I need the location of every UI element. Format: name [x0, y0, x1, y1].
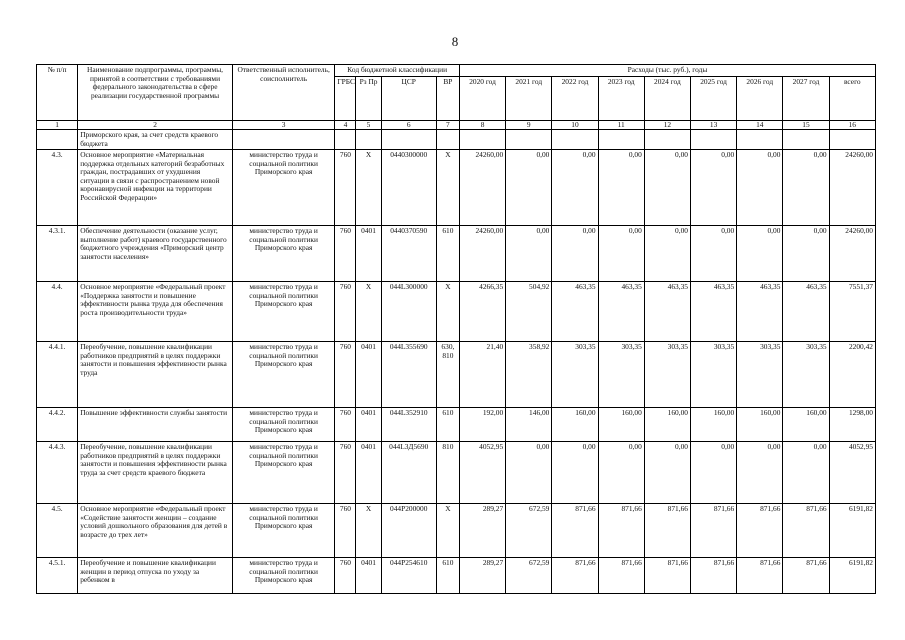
row-number: 4.3. [37, 150, 78, 226]
column-number: 4 [335, 120, 356, 130]
header-csr: ЦСР [381, 76, 436, 120]
row-year-value: 0,00 [506, 442, 552, 504]
row-number: 4.5.1. [37, 558, 78, 594]
row-year-value: 0,00 [644, 226, 690, 282]
row-year-value: 0,00 [598, 226, 644, 282]
header-year: 2024 год [644, 76, 690, 120]
continuation-row [37, 130, 876, 150]
row-year-value: 160,00 [598, 408, 644, 442]
row-year-value: 871,66 [737, 558, 783, 594]
row-number: 4.4.3. [37, 442, 78, 504]
row-year-value: 0,00 [552, 226, 598, 282]
row-year-value: 303,35 [552, 342, 598, 408]
row-total: 6191,82 [829, 558, 875, 594]
row-year-value: 0,00 [644, 150, 690, 226]
table-row [37, 558, 876, 594]
row-year-value: 303,35 [690, 342, 736, 408]
row-executor: министерство труда и социальной политики Приморского края [232, 282, 334, 342]
row-year-value: 0,00 [690, 226, 736, 282]
row-year-value: 672,59 [506, 504, 552, 558]
budget-table [36, 64, 876, 594]
row-year-value: 871,66 [644, 504, 690, 558]
row-executor: министерство труда и социальной политики Приморского края [232, 226, 334, 282]
row-total: 1298,00 [829, 408, 875, 442]
row-year-value: 192,00 [459, 408, 505, 442]
row-year-value: 358,92 [506, 342, 552, 408]
row-year-value: 0,00 [737, 150, 783, 226]
row-year-value: 146,00 [506, 408, 552, 442]
header-year: 2025 год [690, 76, 736, 120]
row-year-value: 0,00 [598, 150, 644, 226]
row-rzpr: X [356, 150, 381, 226]
row-year-value: 289,27 [459, 558, 505, 594]
row-number: 4.4. [37, 282, 78, 342]
row-rzpr: X [356, 504, 381, 558]
row-name: Переобучение, повышение квалификации работников предприятий в целях поддержки занятости и повышения эффективности рынка труда за счет средств краевого бюджета [78, 442, 233, 504]
row-csr: 0440300000 [381, 150, 436, 226]
row-year-value: 160,00 [644, 408, 690, 442]
row-rzpr: 0401 [356, 408, 381, 442]
row-grbs: 760 [335, 504, 356, 558]
row-year-value: 463,35 [598, 282, 644, 342]
row-year-value: 463,35 [644, 282, 690, 342]
page-number: 8 [451, 34, 459, 49]
row-year-value: 871,66 [690, 504, 736, 558]
table-row [37, 342, 876, 408]
row-csr: 044L3Д5690 [381, 442, 436, 504]
row-year-value: 0,00 [783, 150, 829, 226]
row-year-value: 303,35 [737, 342, 783, 408]
row-total: 6191,82 [829, 504, 875, 558]
column-number: 9 [506, 120, 552, 130]
row-csr: 044L352910 [381, 408, 436, 442]
row-year-value: 160,00 [690, 408, 736, 442]
continuation-text: Приморского края, за счет средств краевого бюджета [78, 130, 233, 150]
header-year: 2023 год [598, 76, 644, 120]
row-year-value: 24260,00 [459, 226, 505, 282]
row-year-value: 303,35 [783, 342, 829, 408]
row-rzpr: 0401 [356, 558, 381, 594]
row-year-value: 871,66 [598, 504, 644, 558]
header-year: 2027 год [783, 76, 829, 120]
row-year-value: 4266,35 [459, 282, 505, 342]
row-vr: X [436, 150, 459, 226]
row-executor: министерство труда и социальной политики Приморского края [232, 558, 334, 594]
row-name: Переобучение и повышение квалификации женщин в период отпуска по уходу за ребенком в [78, 558, 233, 594]
row-name: Основное мероприятие «Федеральный проект «Поддержка занятости и повышение эффективности рынка труда для обеспечения роста производительности труда» [78, 282, 233, 342]
row-number: 4.5. [37, 504, 78, 558]
header-rzpr: Рз Пр [356, 76, 381, 120]
row-year-value: 871,66 [552, 558, 598, 594]
row-vr: 630, 810 [436, 342, 459, 408]
header-budget-code: Код бюджетной классификации [335, 65, 460, 77]
row-total: 2200,42 [829, 342, 875, 408]
row-executor: министерство труда и социальной политики Приморского края [232, 504, 334, 558]
row-year-value: 871,66 [737, 504, 783, 558]
row-csr: 044P200000 [381, 504, 436, 558]
row-year-value: 0,00 [506, 150, 552, 226]
row-year-value: 303,35 [644, 342, 690, 408]
row-executor: министерство труда и социальной политики Приморского края [232, 408, 334, 442]
row-year-value: 871,66 [598, 558, 644, 594]
row-year-value: 0,00 [552, 442, 598, 504]
row-year-value: 672,59 [506, 558, 552, 594]
row-executor: министерство труда и социальной политики Приморского края [232, 150, 334, 226]
row-name: Повышение эффективности службы занятости [78, 408, 233, 442]
header-vr: ВР [436, 76, 459, 120]
row-year-value: 0,00 [506, 226, 552, 282]
column-number-row [37, 120, 876, 130]
table-row [37, 408, 876, 442]
row-grbs: 760 [335, 226, 356, 282]
row-vr: X [436, 504, 459, 558]
row-year-value: 871,66 [783, 558, 829, 594]
column-number: 15 [783, 120, 829, 130]
column-number: 8 [459, 120, 505, 130]
row-vr: 810 [436, 442, 459, 504]
header-name: Наименование подпрограммы, программы, принятой в соответствии с требованиями федерального законодательства в сфере реализации государственной программы [78, 65, 233, 121]
table-row [37, 442, 876, 504]
row-year-value: 871,66 [552, 504, 598, 558]
column-number: 3 [232, 120, 334, 130]
column-number: 14 [737, 120, 783, 130]
row-csr: 044L300000 [381, 282, 436, 342]
header-executor: Ответственный исполнитель, соисполнитель [232, 65, 334, 121]
row-year-value: 0,00 [737, 442, 783, 504]
row-total: 24260,00 [829, 226, 875, 282]
row-year-value: 463,35 [783, 282, 829, 342]
row-name: Обеспечение деятельности (оказание услуг, выполнение работ) краевого государственного бюджетного учреждения «Приморский центр занятости населения» [78, 226, 233, 282]
row-vr: 610 [436, 226, 459, 282]
row-rzpr: 0401 [356, 442, 381, 504]
row-year-value: 463,35 [737, 282, 783, 342]
row-year-value: 24260,00 [459, 150, 505, 226]
row-year-value: 303,35 [598, 342, 644, 408]
row-rzpr: 0401 [356, 226, 381, 282]
row-year-value: 4052,95 [459, 442, 505, 504]
row-grbs: 760 [335, 408, 356, 442]
table-row [37, 504, 876, 558]
row-total: 4052,95 [829, 442, 875, 504]
row-number: 4.3.1. [37, 226, 78, 282]
header-grbs: ГРБС [335, 76, 356, 120]
row-csr: 0440370590 [381, 226, 436, 282]
row-year-value: 21,40 [459, 342, 505, 408]
row-year-value: 871,66 [783, 504, 829, 558]
row-csr: 044P254610 [381, 558, 436, 594]
header-year: 2021 год [506, 76, 552, 120]
column-number: 7 [436, 120, 459, 130]
row-name: Основное мероприятие «Материальная поддержка отдельных категорий безработных граждан, пострадавших от ухудшения ситуации в связи с распространением новой коронавирусной инфекции на территории Российской Федерации» [78, 150, 233, 226]
column-number: 2 [78, 120, 233, 130]
row-grbs: 760 [335, 150, 356, 226]
column-number: 10 [552, 120, 598, 130]
row-rzpr: X [356, 282, 381, 342]
row-year-value: 0,00 [690, 150, 736, 226]
header-year: 2026 год [737, 76, 783, 120]
row-vr: X [436, 282, 459, 342]
row-executor: министерство труда и социальной политики Приморского края [232, 442, 334, 504]
row-year-value: 289,27 [459, 504, 505, 558]
row-year-value: 160,00 [783, 408, 829, 442]
row-grbs: 760 [335, 282, 356, 342]
row-grbs: 760 [335, 342, 356, 408]
column-number: 11 [598, 120, 644, 130]
row-vr: 610 [436, 558, 459, 594]
row-executor: министерство труда и социальной политики Приморского края [232, 342, 334, 408]
row-year-value: 160,00 [552, 408, 598, 442]
row-year-value: 0,00 [644, 442, 690, 504]
row-total: 7551,37 [829, 282, 875, 342]
column-number: 5 [356, 120, 381, 130]
table-row [37, 282, 876, 342]
column-number: 13 [690, 120, 736, 130]
column-number: 12 [644, 120, 690, 130]
row-grbs: 760 [335, 558, 356, 594]
row-grbs: 760 [335, 442, 356, 504]
header-expenses: Расходы (тыс. руб.), годы [459, 65, 875, 77]
row-number: 4.4.2. [37, 408, 78, 442]
row-year-value: 0,00 [690, 442, 736, 504]
row-year-value: 0,00 [737, 226, 783, 282]
row-year-value: 0,00 [783, 226, 829, 282]
row-year-value: 0,00 [598, 442, 644, 504]
row-number: 4.4.1. [37, 342, 78, 408]
row-csr: 044L355690 [381, 342, 436, 408]
row-year-value: 463,35 [690, 282, 736, 342]
row-name: Переобучение, повышение квалификации работников предприятий в целях поддержки занятости и повышения эффективности рынка труда [78, 342, 233, 408]
row-year-value: 0,00 [783, 442, 829, 504]
header-num: № п/п [37, 65, 78, 121]
row-year-value: 871,66 [690, 558, 736, 594]
header-total: всего [829, 76, 875, 120]
row-year-value: 0,00 [552, 150, 598, 226]
row-total: 24260,00 [829, 150, 875, 226]
table-row [37, 226, 876, 282]
row-rzpr: 0401 [356, 342, 381, 408]
row-vr: 610 [436, 408, 459, 442]
row-year-value: 871,66 [644, 558, 690, 594]
header-year: 2020 год [459, 76, 505, 120]
column-number: 6 [381, 120, 436, 130]
row-year-value: 463,35 [552, 282, 598, 342]
row-year-value: 504,92 [506, 282, 552, 342]
table-row [37, 150, 876, 226]
column-number: 1 [37, 120, 78, 130]
header-year: 2022 год [552, 76, 598, 120]
column-number: 16 [829, 120, 875, 130]
row-year-value: 160,00 [737, 408, 783, 442]
row-name: Основное мероприятие «Федеральный проект «Содействие занятости женщин – создание условий дошкольного образования для детей в возрасте до трех лет» [78, 504, 233, 558]
